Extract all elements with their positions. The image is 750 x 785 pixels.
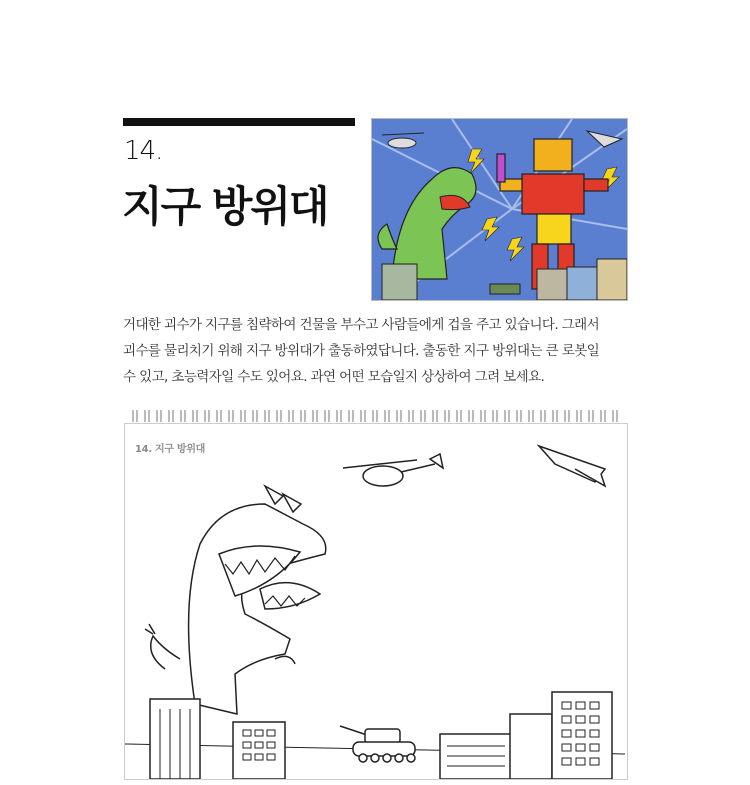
- spiral-ring: [204, 410, 206, 422]
- spiral-ring: [180, 410, 182, 422]
- spiral-ring: [576, 410, 578, 422]
- description-line: 수 있고, 초능력자일 수도 있어요. 과연 어떤 모습일지 상상하여 그려 보세요.: [123, 369, 545, 385]
- spiral-ring: [448, 410, 450, 422]
- spiral-ring: [436, 410, 438, 422]
- spiral-ring: [160, 410, 162, 422]
- description-line: 괴수를 물리치기 위해 지구 방위대가 출동하였답니다. 출동한 지구 방위대는 큰 로봇일: [123, 343, 600, 359]
- spiral-ring: [564, 410, 566, 422]
- spiral-ring: [484, 410, 486, 422]
- spiral-ring: [336, 410, 338, 422]
- spiral-ring: [316, 410, 318, 422]
- spiral-ring: [228, 410, 230, 422]
- spiral-ring: [468, 410, 470, 422]
- spiral-ring: [424, 410, 426, 422]
- title-accent-bar: [123, 118, 355, 126]
- spiral-ring: [268, 410, 270, 422]
- sheet-label: 14. 지구 방위대: [135, 444, 205, 455]
- spiral-ring: [396, 410, 398, 422]
- helicopter-icon: [343, 454, 443, 486]
- spiral-ring: [132, 410, 134, 422]
- spiral-ring: [240, 410, 242, 422]
- spiral-ring: [472, 410, 474, 422]
- spiral-ring: [172, 410, 174, 422]
- spiral-ring: [280, 410, 282, 422]
- spiral-ring: [400, 410, 402, 422]
- spiral-ring: [276, 410, 278, 422]
- spiral-ring: [136, 410, 138, 422]
- spiral-ring: [304, 410, 306, 422]
- spiral-ring: [216, 410, 218, 422]
- spiral-binding: [130, 410, 622, 424]
- jet-icon: [539, 446, 605, 486]
- spiral-ring: [288, 410, 290, 422]
- spiral-ring: [364, 410, 366, 422]
- spiral-ring: [412, 410, 414, 422]
- spiral-ring: [408, 410, 410, 422]
- color-example-illustration: [371, 118, 628, 301]
- spiral-ring: [148, 410, 150, 422]
- spiral-ring: [592, 410, 594, 422]
- spiral-ring: [580, 410, 582, 422]
- spiral-ring: [384, 410, 386, 422]
- spiral-ring: [504, 410, 506, 422]
- spiral-ring: [232, 410, 234, 422]
- spiral-ring: [604, 410, 606, 422]
- spiral-ring: [568, 410, 570, 422]
- spiral-ring: [612, 410, 614, 422]
- activity-number: 14.: [124, 136, 163, 166]
- spiral-ring: [252, 410, 254, 422]
- spiral-ring: [156, 410, 158, 422]
- spiral-ring: [328, 410, 330, 422]
- spiral-ring: [256, 410, 258, 422]
- spiral-ring: [360, 410, 362, 422]
- spiral-ring: [556, 410, 558, 422]
- spiral-ring: [456, 410, 458, 422]
- spiral-ring: [348, 410, 350, 422]
- spiral-ring: [184, 410, 186, 422]
- monster-outline: [145, 486, 326, 714]
- spiral-ring: [300, 410, 302, 422]
- spiral-ring: [192, 410, 194, 422]
- spiral-ring: [544, 410, 546, 422]
- spiral-ring: [376, 410, 378, 422]
- spiral-ring: [196, 410, 198, 422]
- spiral-ring: [480, 410, 482, 422]
- spiral-ring: [168, 410, 170, 422]
- spiral-ring: [460, 410, 462, 422]
- spiral-ring: [264, 410, 266, 422]
- spiral-ring: [492, 410, 494, 422]
- spiral-ring: [292, 410, 294, 422]
- spiral-ring: [528, 410, 530, 422]
- spiral-ring: [372, 410, 374, 422]
- coloring-sheet: [124, 423, 628, 780]
- spiral-ring: [432, 410, 434, 422]
- spiral-ring: [312, 410, 314, 422]
- spiral-ring: [220, 410, 222, 422]
- spiral-ring: [496, 410, 498, 422]
- tank-icon: [340, 726, 415, 762]
- spiral-ring: [552, 410, 554, 422]
- spiral-ring: [388, 410, 390, 422]
- activity-description: [123, 312, 633, 390]
- spiral-ring: [600, 410, 602, 422]
- spiral-ring: [516, 410, 518, 422]
- spiral-ring: [532, 410, 534, 422]
- spiral-ring: [144, 410, 146, 422]
- spiral-ring: [244, 410, 246, 422]
- spiral-ring: [616, 410, 618, 422]
- spiral-ring: [444, 410, 446, 422]
- spiral-ring: [540, 410, 542, 422]
- spiral-ring: [520, 410, 522, 422]
- spiral-ring: [340, 410, 342, 422]
- spiral-ring: [588, 410, 590, 422]
- spiral-ring: [324, 410, 326, 422]
- spiral-ring: [208, 410, 210, 422]
- spiral-ring: [508, 410, 510, 422]
- spiral-ring: [352, 410, 354, 422]
- spiral-ring: [420, 410, 422, 422]
- activity-title: 지구 방위대: [122, 182, 328, 231]
- description-line: 거대한 괴수가 지구를 침략하여 건물을 부수고 사람들에게 겁을 주고 있습니다. 그래서: [123, 317, 600, 333]
